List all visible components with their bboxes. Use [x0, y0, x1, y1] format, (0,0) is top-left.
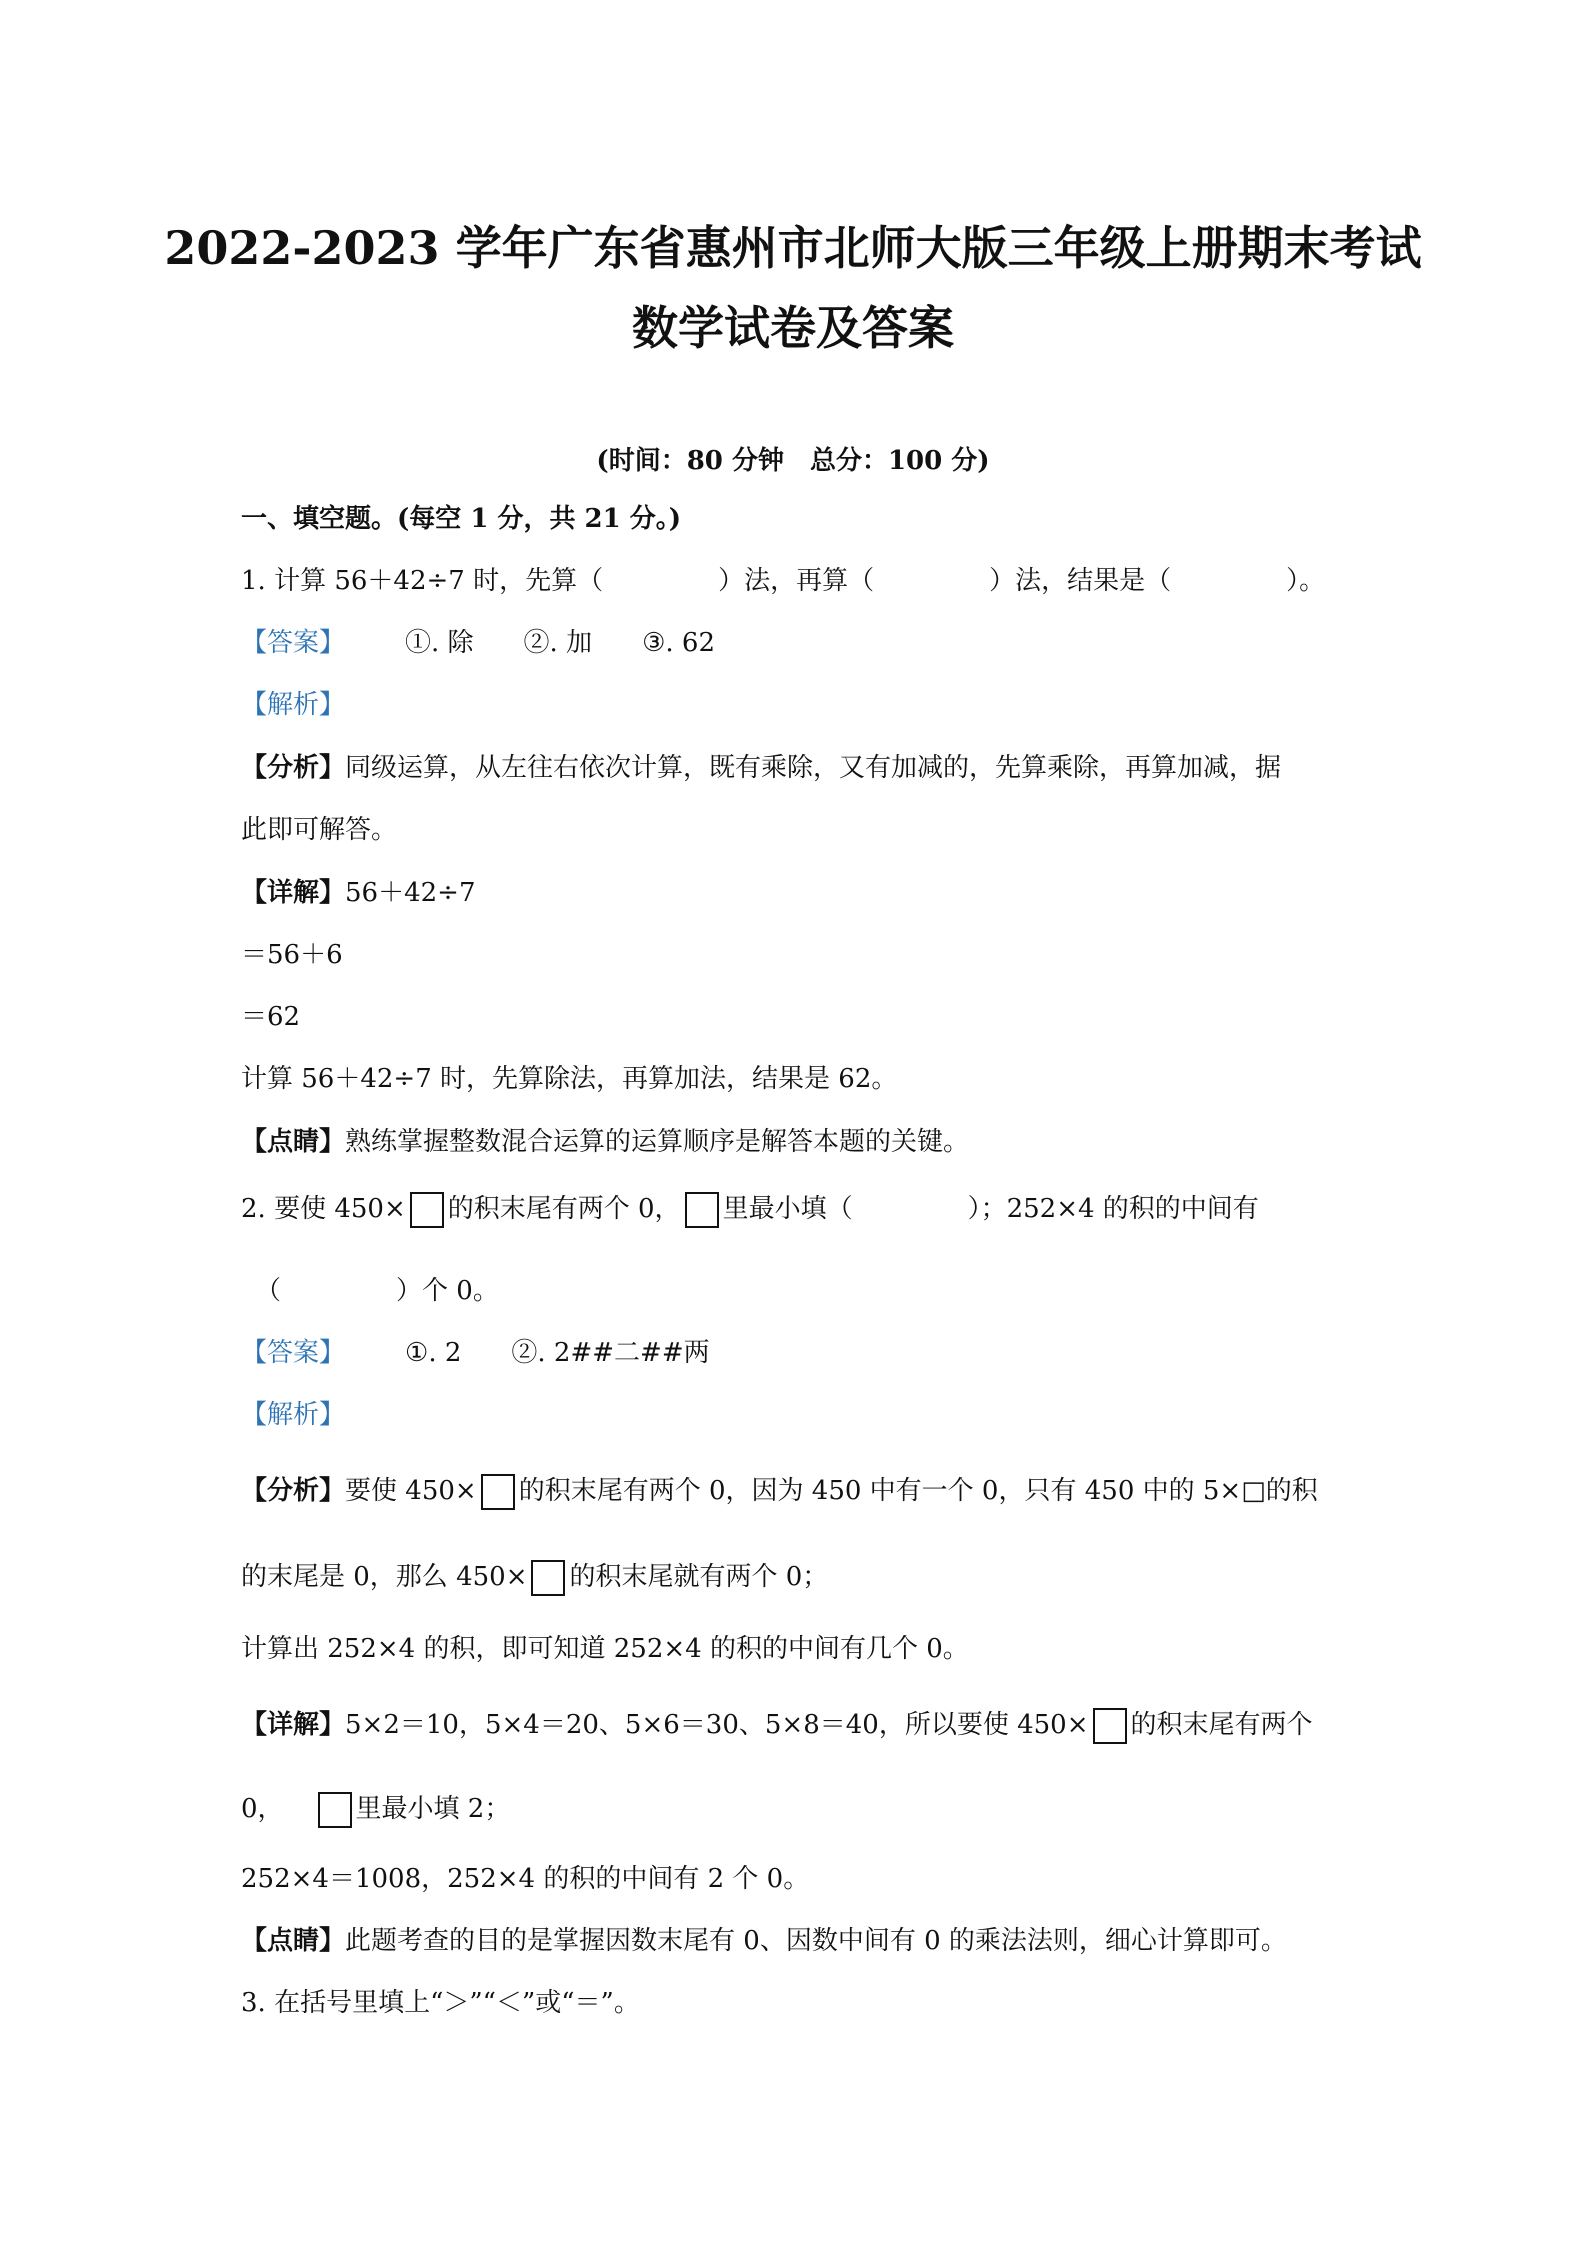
q2-fenxi-2	[241, 1560, 828, 1596]
q1-fenxi-2: 此即可解答。	[241, 815, 398, 845]
q1-answer	[241, 630, 715, 656]
dianjing-text: 熟练掌握整数混合运算的运算顺序是解答本题的关键。	[345, 1127, 970, 1157]
q1-stem-part: 1. 计算 56＋42÷7 时，先算（	[241, 566, 604, 596]
xiangjie-tag: 【详解】	[241, 878, 346, 908]
q2-fenxi-3: 计算出 252×4 的积，即可知道 252×4 的积的中间有几个 0。	[241, 1634, 969, 1664]
section-heading: 一、填空题。(每空 1 分，共 21 分。)	[241, 504, 682, 534]
q2-stem-part: 2. 要使 450×	[241, 1194, 406, 1224]
q2-stem-part: ）个 0。	[396, 1276, 499, 1306]
q2-xiangjie-1	[241, 1708, 1313, 1744]
q2-answer-2: ②. 2##二##两	[511, 1338, 710, 1368]
q1-stem-part: ）。	[1286, 566, 1326, 596]
q1-answer-3: ③. 62	[642, 628, 715, 658]
dianjing-tag: 【点睛】	[241, 1127, 346, 1157]
q1-stem-part: ）法，再算（	[718, 566, 875, 596]
q2-xiangjie-2	[241, 1792, 510, 1828]
q1-xiangjie-2: ＝56＋6	[241, 940, 343, 970]
xiangjie-tag: 【详解】	[241, 1710, 346, 1740]
xiangjie-text: 0，	[241, 1794, 284, 1824]
xiangjie-text: 5×2＝10，5×4＝20、5×6＝30、5×8＝40，所以要使 450×	[345, 1710, 1089, 1740]
q2-answer-1: ①. 2	[405, 1338, 462, 1368]
q2-stem-2	[255, 1278, 499, 1304]
doc-title-line2: 数学试卷及答案	[632, 301, 954, 355]
dianjing-tag: 【点睛】	[241, 1926, 346, 1956]
blank-box	[1093, 1708, 1127, 1744]
q3-stem: 3. 在括号里填上“＞”“＜”或“＝”。	[241, 1988, 640, 2018]
fenxi-tag: 【分析】	[241, 1476, 346, 1506]
q1-answer-1: ①. 除	[405, 628, 474, 658]
answer-tag: 【答案】	[241, 1338, 346, 1368]
fenxi-text: 要使 450×	[345, 1476, 477, 1506]
exam-info: (时间：80 分钟 总分：100 分)	[596, 446, 990, 476]
fenxi-text: 的末尾是 0，那么 450×	[241, 1562, 528, 1592]
fenxi-text: 同级运算，从左往右依次计算，既有乘除，又有加减的，先算乘除，再算加减，据	[345, 753, 1282, 783]
xiangjie-text: 56＋42÷7	[345, 878, 476, 908]
q1-xiangjie-1	[241, 880, 476, 906]
q1-xiangjie-4: 计算 56＋42÷7 时，先算除法，再算加法，结果是 62。	[241, 1064, 898, 1094]
q2-dianjing	[241, 1928, 1287, 1954]
q1-xiangjie-3: ＝62	[241, 1002, 301, 1032]
blank-box	[685, 1192, 719, 1228]
q2-stem	[241, 1192, 1259, 1228]
xiangjie-text: 的积末尾有两个	[1130, 1710, 1313, 1740]
q2-answer	[241, 1340, 710, 1366]
fenxi-tag: 【分析】	[241, 753, 346, 783]
q2-fenxi-1	[241, 1474, 1318, 1510]
q1-analysis-tag: 【解析】	[241, 690, 346, 720]
blank-box	[318, 1792, 352, 1828]
blank-box	[410, 1192, 444, 1228]
answer-tag: 【答案】	[241, 628, 346, 658]
doc-title-line1: 2022-2023 学年广东省惠州市北师大版三年级上册期末考试	[164, 221, 1422, 275]
fenxi-text: 的积末尾有两个 0，因为 450 中有一个 0，只有 450 中的 5×□的积	[518, 1476, 1318, 1506]
dianjing-text: 此题考查的目的是掌握因数末尾有 0、因数中间有 0 的乘法法则，细心计算即可。	[345, 1926, 1287, 1956]
q2-stem-part: （	[255, 1276, 282, 1306]
q2-stem-part: 的积末尾有两个 0，	[447, 1194, 681, 1224]
xiangjie-text: 里最小填 2；	[355, 1794, 511, 1824]
blank-box	[481, 1474, 515, 1510]
blank-box	[531, 1560, 565, 1596]
q1-stem	[241, 568, 1325, 594]
q1-answer-2: ②. 加	[523, 628, 593, 658]
q2-stem-part: ）；252×4 的积的中间有	[967, 1194, 1259, 1224]
fenxi-text: 的积末尾就有两个 0；	[569, 1562, 829, 1592]
q1-fenxi-1	[241, 755, 1281, 781]
q2-stem-part: 里最小填（	[722, 1194, 853, 1224]
q1-stem-part: ）法，结果是（	[989, 566, 1172, 596]
q1-dianjing	[241, 1129, 969, 1155]
q2-analysis-tag: 【解析】	[241, 1400, 346, 1430]
q2-xiangjie-3: 252×4＝1008，252×4 的积的中间有 2 个 0。	[241, 1864, 810, 1894]
